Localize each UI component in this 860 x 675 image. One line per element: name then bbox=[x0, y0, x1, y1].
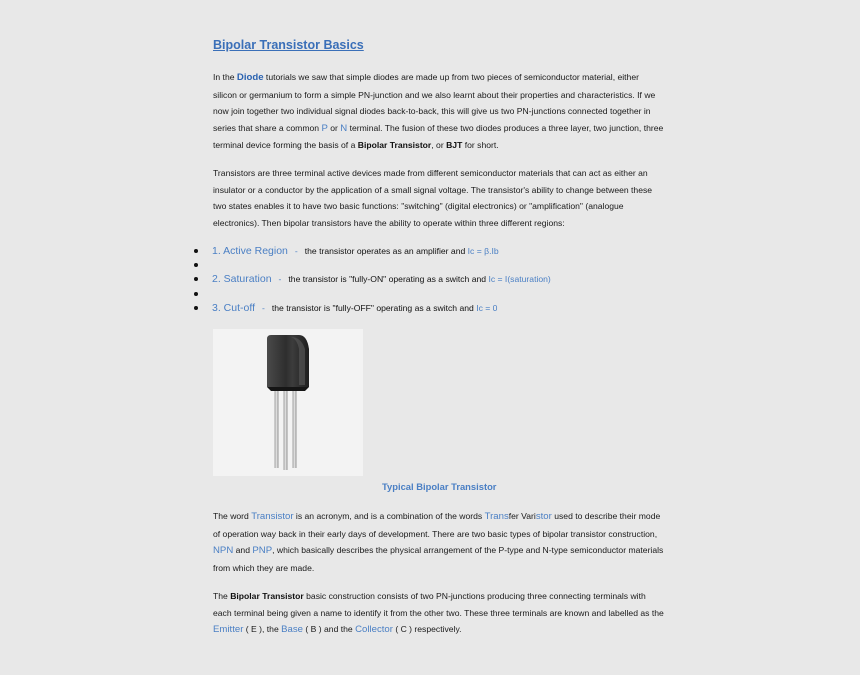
separator: - bbox=[278, 274, 282, 285]
text-run: and the bbox=[321, 624, 356, 635]
regions-list bbox=[193, 244, 663, 315]
region-formula: Ic = I(saturation) bbox=[488, 274, 551, 285]
text-run: used to describe their mode of operation way back in their early days of development. There are two basic types of bipolar transistor construction, bbox=[213, 511, 661, 539]
bipolar-transistor-term: Bipolar Transistor bbox=[230, 591, 304, 601]
bullet-icon bbox=[194, 277, 198, 281]
base-symbol: ( B ) bbox=[303, 624, 322, 635]
base-term: Base bbox=[281, 624, 303, 636]
text-run: In the bbox=[213, 72, 237, 82]
text-run: and bbox=[233, 545, 253, 556]
text-run: is an acronym, and is a combination of the words bbox=[293, 511, 485, 521]
regions-intro-paragraph: Transistors are three terminal active devices made from different semiconductor materials that can act as either an insulator or a conductor by the application of a small signal voltage. The transistor's ability to change between these two states enables it to have two basic functions: "switching" (digital electronics) or "amplification" (analogue electronics). Then bipolar transistors have the ability to operate within three different regions: bbox=[213, 168, 653, 228]
text-run: , which basically describes the physical arrangement of the P-type and N-type semiconductor materials from which they are made. bbox=[213, 545, 664, 573]
text-run: fer Vari bbox=[508, 511, 536, 521]
text-run: basic construction consists of two PN-junctions producing three connecting terminals with each terminal being given a name to identify it from the other two. These three terminals are known and labelled as the bbox=[213, 591, 664, 618]
lead-right bbox=[293, 384, 297, 468]
bullet-icon bbox=[194, 263, 198, 267]
text-run: or bbox=[327, 122, 341, 133]
bullet-text bbox=[212, 244, 499, 258]
region-desc: the transistor is "fully-ON" operating as a switch and bbox=[288, 274, 489, 285]
region-desc: the transistor operates as an amplifier and bbox=[304, 246, 468, 256]
collector-symbol: ( C ) bbox=[392, 624, 413, 635]
bipolar-transistor-term: Bipolar Transistor bbox=[357, 140, 432, 151]
region-formula: Ic = β.Ib bbox=[467, 246, 499, 256]
emitter-term: Emitter bbox=[213, 624, 244, 636]
list-item-active-region bbox=[193, 244, 663, 258]
pnp-link[interactable]: PNP bbox=[252, 545, 273, 557]
acronym-paragraph bbox=[213, 508, 665, 576]
region-name: 1. Active Region bbox=[212, 245, 288, 257]
region-name: 2. Saturation bbox=[212, 273, 272, 286]
bullet-text bbox=[212, 272, 551, 286]
trans-term: Trans bbox=[484, 511, 509, 522]
intro-paragraph bbox=[213, 69, 665, 154]
stor-term: stor bbox=[535, 511, 552, 522]
region-name: 3. Cut-off bbox=[212, 301, 255, 314]
text-run: , the bbox=[262, 624, 282, 635]
region-desc: the transistor is "fully-OFF" operating as a switch and bbox=[271, 302, 477, 313]
bullet-icon bbox=[194, 292, 198, 296]
p-term: P bbox=[321, 122, 328, 134]
list-item-empty bbox=[193, 287, 663, 301]
text-run: The word bbox=[213, 511, 252, 521]
list-item-cut-off bbox=[193, 301, 663, 315]
bullet-text bbox=[212, 301, 497, 315]
photo-caption: Typical Bipolar Transistor bbox=[382, 481, 497, 492]
separator: - bbox=[262, 302, 265, 313]
emitter-symbol: ( E ) bbox=[243, 624, 263, 635]
diode-link[interactable]: Diode bbox=[236, 72, 264, 83]
npn-link[interactable]: NPN bbox=[213, 545, 234, 557]
transistor-term: Transistor bbox=[251, 511, 294, 522]
separator: - bbox=[294, 246, 298, 256]
list-item-saturation bbox=[193, 272, 663, 286]
lead-left bbox=[275, 384, 279, 468]
list-item-empty bbox=[193, 258, 663, 272]
bjt-term: BJT bbox=[446, 140, 463, 151]
text-run: terminal. The fusion of these two diodes produces a three layer, two junction, three terminal device forming the basis of a bbox=[213, 122, 664, 151]
text-run: for short. bbox=[462, 140, 499, 151]
lead-middle bbox=[284, 384, 288, 470]
text-run: tutorials we saw that simple diodes are made up from two pieces of semiconductor material, either silicon or germanium to form a simple PN-junction and we also learnt about their properties and characteristics. If we now join together two individual signal diodes back-to-back, this will give us two PN-junctions connected together in series that share a common bbox=[213, 72, 656, 133]
region-formula: Ic = 0 bbox=[476, 302, 498, 313]
construction-paragraph bbox=[213, 588, 665, 639]
text-run: respectively. bbox=[412, 624, 462, 635]
bullet-icon bbox=[194, 306, 198, 310]
text-run: , or bbox=[431, 140, 447, 151]
transistor-photo bbox=[213, 329, 363, 476]
transistor-illustration bbox=[213, 329, 363, 476]
n-term: N bbox=[340, 122, 348, 134]
text-run: The bbox=[213, 591, 231, 601]
collector-term: Collector bbox=[355, 624, 393, 636]
page-title[interactable]: Bipolar Transistor Basics bbox=[213, 38, 364, 52]
bullet-icon bbox=[194, 249, 198, 253]
